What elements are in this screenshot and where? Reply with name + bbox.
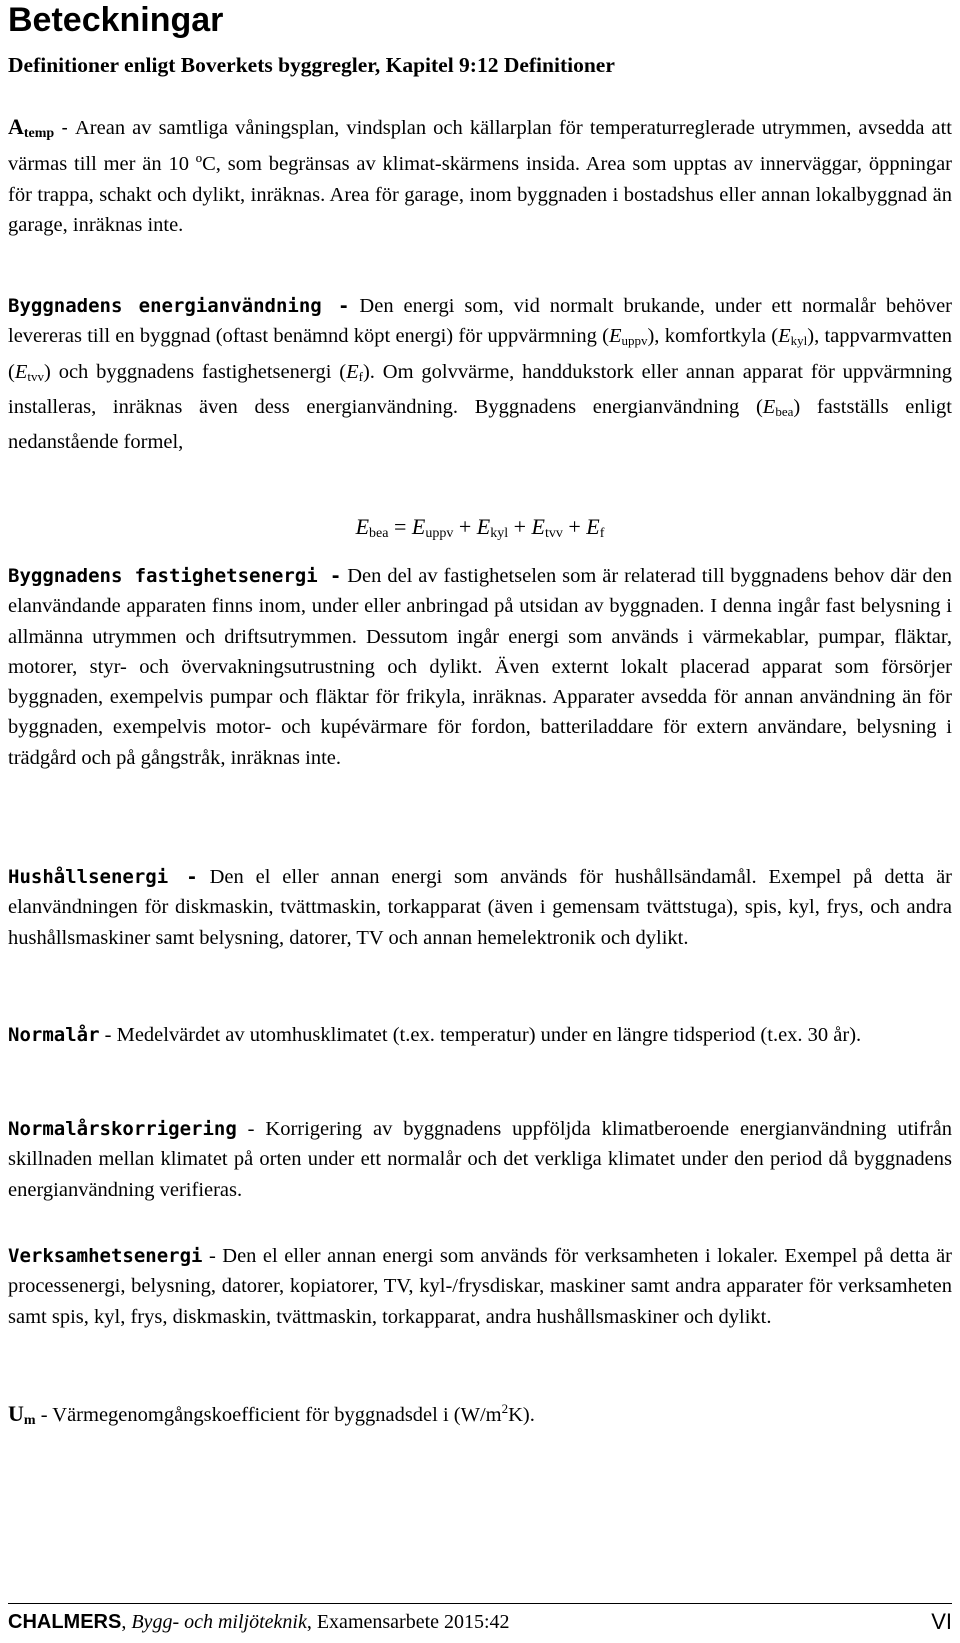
energianvandning-term: Byggnadens energianvändning -: [8, 295, 350, 317]
atemp-dash: -: [54, 118, 75, 139]
normalar-term: Normalår: [8, 1024, 100, 1046]
atemp-text: Arean av samtliga våningsplan, vindsplan och källarplan för temperaturreglerade utrymmen, avsedda att värmas till mer än 10 ºC, som begränsas av klimat-skärmens insida. Area som upptas av innerväggar, öppningar för trappa, schakt och dylikt, inräknas. Area för garage, inom byggnaden i bostadshus eller annan lokalbyggnad än garage, inräknas inte.: [8, 117, 952, 236]
normalarskorrigering-term: Normalårskorrigering: [8, 1118, 237, 1140]
fastighetsenergi-text: Den del av fastighetselen som är relaterad till byggnadens behov där den elanvändande apparaten finns inom, under eller anbringad på utsidan av byggnaden. I denna ingår fast belysning i allmänna utrymmen och driftsutrymmen. Dessutom ingår energi som används i värmekablar, pumpar, fläktar, motorer, styr- och övervakningsutrustning och dylikt. Även externt lokalt placerad apparat som försörjer byggnaden, exempelvis pumpar och fläktar för frikyla, inräknas. Apparater avsedda för annan användning än för byggnaden, exempelvis motor- och kupévärmare för fordon, batteriladdare för extern användare, belysning i trädgård och på gångstråk, inräknas inte.: [8, 565, 952, 769]
definition-atemp: [8, 112, 952, 240]
fastighetsenergi-term: Byggnadens fastighetsenergi -: [8, 565, 342, 587]
hushallsenergi-term: Hushållsenergi -: [8, 866, 198, 888]
um-symbol: $U_m$: [8, 1401, 36, 1428]
footer-report: , Examensarbete 2015:42: [306, 1611, 510, 1633]
atemp-symbol: $A_{temp}$: [8, 114, 55, 141]
normalar-text: - Medelvärdet av utomhusklimatet (t.ex. temperatur) under en längre tidsperiod (t.ex. 30 år).: [99, 1024, 862, 1046]
normalarskorrigering-text: - Korrigering av byggnadens uppföljda klimatberoende energianvändning utifrån skillnaden mellan klimatet på orten under ett normalår och det verkliga klimatet under den period då byggnadens energianvändning verifieras.: [8, 1118, 952, 1201]
verksamhetsenergi-term: Verksamhetsenergi: [8, 1245, 203, 1267]
definition-fastighetsenergi: [8, 561, 952, 773]
definition-hushallsenergi: [8, 862, 952, 953]
page-number: VI: [931, 1609, 952, 1634]
section-subtitle: Definitioner enligt Boverkets byggregler, Kapitel 9:12 Definitioner: [8, 53, 615, 77]
hushallsenergi-text: Den el eller annan energi som används för hushållsändamål. Exempel på detta är elanvändningen för diskmaskin, tvättmaskin, torkapparat (även i gemensam tvättstuga), spis, kyl, frys, och andra hushållsmaskiner samt belysning, datorer, TV och annan hemelektronik och dylikt.: [8, 866, 952, 949]
definition-normalarskorrigering: [8, 1114, 952, 1205]
definition-energianvandning: Byggnadens energianvändning - Den energi som, vid normalt brukande, under ett normalår behöver levereras till en byggnad (oftast benämnd köpt energi) för uppvärmning $(E_{uppv})$, komfortkyla $(E_{kyl})$, tappvarmvatten $(E_{tvv})$ och byggnadens fastighetsenergi $(E_f)$. Om golvvärme, handdukstork eller annan apparat för uppvärmning installeras, inräknas även dess energianvändning. Byggnadens energianvändning $(E_{bea})$ fastställs enligt nedanstående formel,: [8, 295, 953, 454]
energy-formula: $E_{bea} = E_{uppv} + E_{kyl} + E_{tvv} + E_f$: [355, 514, 605, 541]
document-page: [8, 0, 952, 1643]
page-title: Beteckningar: [8, 1, 224, 39]
definition-um: $U_m$ - Värmegenomgångskoefficient för byggnadsdel i $(W/m^2K)$.: [8, 1401, 535, 1428]
verksamhetsenergi-text: - Den el eller annan energi som används för verksamheten i lokaler. Exempel på detta är processenergi, belysning, datorer, kopiatorer, TV, kyl-/frysdiskar, maskiner samt andra apparater för verksamheten samt spis, kyl, frys, diskmaskin, tvättmaskin, torkapparat, andra hushållsmaskiner och dylikt.: [8, 1245, 952, 1328]
page-footer: CHALMERS, Bygg- och miljöteknik, Examensarbete 2015:42 VI: [8, 1609, 952, 1634]
footer-divider: [8, 1603, 952, 1604]
definition-normalar: [8, 1020, 952, 1050]
definition-verksamhetsenergi: [8, 1241, 952, 1332]
footer-department: Bygg- och miljöteknik: [131, 1611, 307, 1633]
footer-organization: CHALMERS: [8, 1611, 122, 1633]
